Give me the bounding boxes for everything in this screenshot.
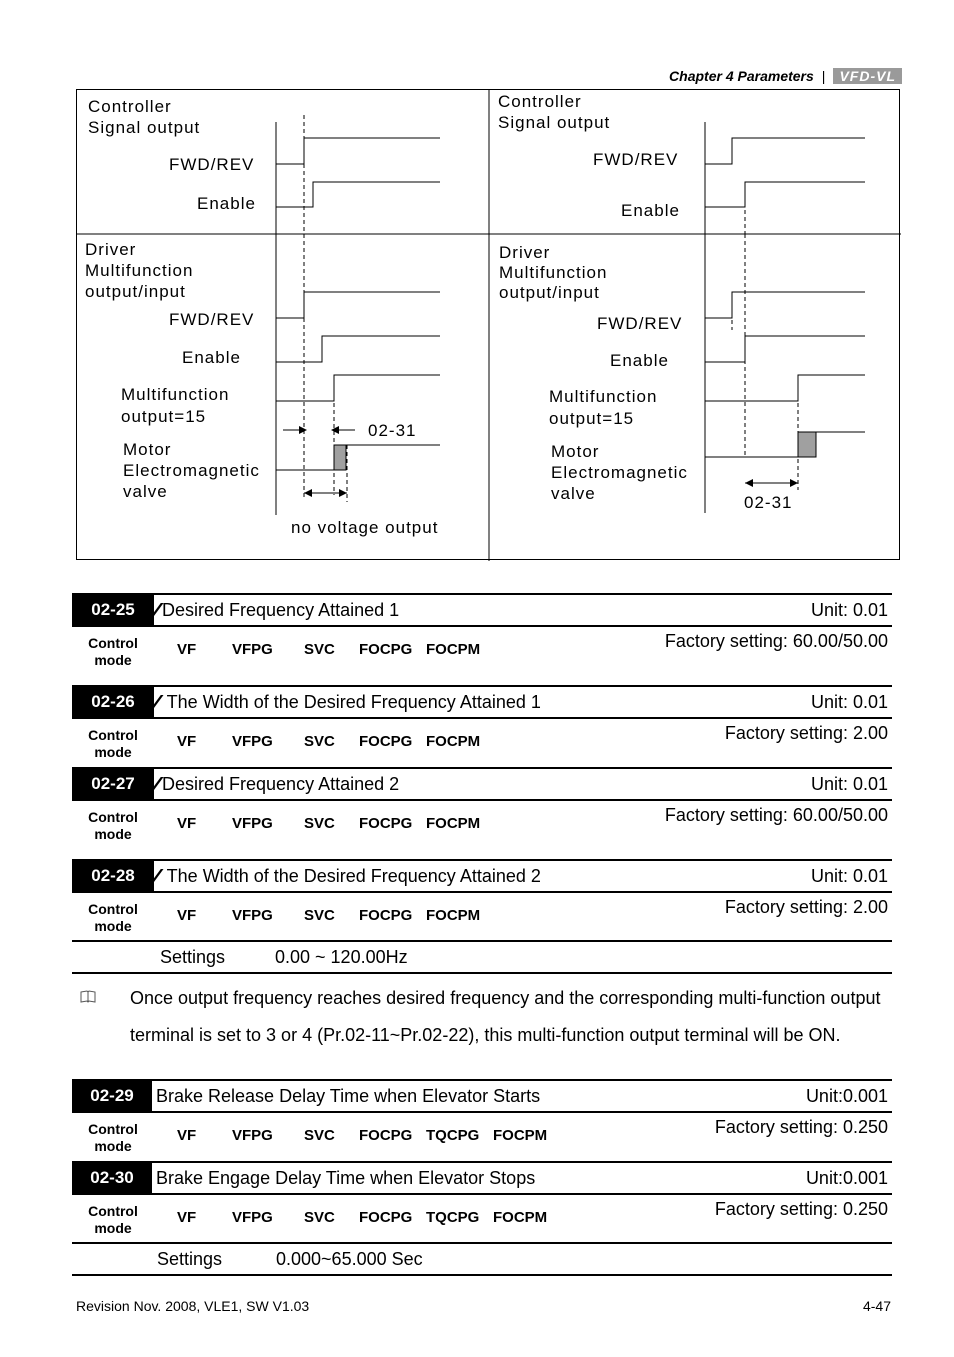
right-motor-label: Motor Electromagnetic valve: [551, 442, 688, 503]
control-mode-row: Control mode VF VFPG SVC FOCPG TQCPG FOCPM Factory setting: 0.250: [72, 1195, 892, 1239]
param-unit: Unit:0.001: [805, 1086, 888, 1106]
factory-setting: Factory setting: 2.00: [724, 723, 888, 743]
left-drv-motor-wave: [276, 445, 440, 470]
left-param-label: 02-31: [368, 421, 417, 440]
chapter-title: Chapter 4 Parameters: [669, 68, 814, 84]
left-ctrl-enable-label: Enable: [197, 194, 256, 213]
param-title: Brake Release Delay Time when Elevator Starts: [156, 1086, 541, 1106]
control-mode-label: Control mode: [88, 1203, 138, 1236]
param-row-02-28: [72, 859, 892, 893]
note-line-2: terminal is set to 3 or 4 (Pr.02-11~Pr.02-22), this multi-function output terminal will be ON.: [130, 1025, 841, 1045]
right-drv-mf-wave: [705, 375, 865, 401]
left-ctrl-title: Controller Signal output: [88, 97, 201, 137]
param-row-02-29: [72, 1079, 892, 1113]
param-title: The Width of the Desired Frequency Attained 1: [162, 692, 541, 712]
param-number: 02-29: [72, 1081, 152, 1111]
left-ctrl-fwd-wave: [276, 138, 440, 164]
right-drv-enable-wave: [705, 336, 865, 362]
timing-diagram: [76, 89, 900, 560]
right-motor-delay-block: [798, 432, 816, 457]
left-span-head-r: [339, 489, 347, 497]
param-title: Desired Frequency Attained 1: [162, 600, 400, 620]
control-mode-label: Control mode: [88, 635, 138, 668]
left-arrow-head-1: [299, 426, 307, 434]
left-ctrl-enable-wave: [276, 182, 440, 207]
param-number: 02-27: [72, 769, 154, 799]
control-mode-label: Control mode: [88, 1121, 138, 1154]
header-separator: |: [821, 68, 826, 84]
factory-setting: Factory setting: 2.00: [724, 897, 888, 917]
left-drv-mf-wave: [276, 375, 440, 401]
param-number: 02-26: [72, 687, 154, 717]
right-drv-enable-label: Enable: [610, 351, 669, 370]
param-unit: Unit:0.001: [805, 1168, 888, 1188]
settings-label: Settings: [160, 947, 226, 967]
right-span-head-l: [745, 479, 753, 487]
no-voltage-label: no voltage output: [291, 518, 439, 537]
left-drv-fwd-label: FWD/REV: [169, 310, 255, 329]
right-ctrl-enable-label: Enable: [621, 201, 680, 220]
param-row-02-26: [72, 685, 892, 719]
footer-revision: Revision Nov. 2008, VLE1, SW V1.03: [76, 1298, 310, 1314]
vfd-vl-logo: VFD-VL: [833, 68, 902, 84]
right-drv-fwd-label: FWD/REV: [597, 314, 683, 333]
control-mode-row: Control mode VF VFPG SVC FOCPG FOCPM Factory setting: 2.00: [72, 893, 892, 937]
left-drv-fwd-wave: [276, 292, 440, 318]
right-param-label: 02-31: [744, 493, 793, 512]
control-mode-label: Control mode: [88, 901, 138, 934]
left-motor-delay-block: [334, 445, 346, 470]
left-motor-label: Motor Electromagnetic valve: [123, 440, 260, 501]
factory-setting: Factory setting: 0.250: [714, 1199, 888, 1219]
param-title: The Width of the Desired Frequency Attained 2: [162, 866, 541, 886]
book-icon: [80, 990, 96, 1004]
param-row-02-30: [72, 1161, 892, 1195]
param-number: 02-28: [72, 861, 154, 891]
left-span-head-l: [304, 489, 312, 497]
param-row-02-27: [72, 767, 892, 801]
factory-setting: Factory setting: 60.00/50.00: [664, 805, 888, 825]
param-unit: Unit: 0.01: [810, 774, 888, 794]
settings-row: [72, 940, 892, 974]
param-title: Desired Frequency Attained 2: [162, 774, 400, 794]
right-ctrl-fwd-wave: [705, 138, 865, 164]
param-unit: Unit: 0.01: [810, 866, 888, 886]
left-drv-enable-label: Enable: [182, 348, 241, 367]
control-mode-row: Control mode VF VFPG SVC FOCPG TQCPG FOCPM Factory setting: 0.250: [72, 1113, 892, 1157]
param-title: Brake Engage Delay Time when Elevator Stops: [156, 1168, 536, 1188]
control-mode-row: Control mode VF VFPG SVC FOCPG FOCPM Factory setting: 60.00/50.00: [72, 627, 892, 671]
settings-row: [72, 1242, 892, 1276]
param-unit: Unit: 0.01: [810, 600, 888, 620]
note-line-1: Once output frequency reaches desired frequency and the corresponding multi-function output: [130, 988, 881, 1008]
param-unit: Unit: 0.01: [810, 692, 888, 712]
right-drv-motor-wave: [705, 432, 865, 457]
control-mode-row: Control mode VF VFPG SVC FOCPG FOCPM Factory setting: 2.00: [72, 719, 892, 763]
page-header: [669, 68, 902, 84]
right-drv-fwd-wave: [705, 292, 865, 318]
control-mode-row: Control mode VF VFPG SVC FOCPG FOCPM Factory setting: 60.00/50.00: [72, 801, 892, 845]
factory-setting: Factory setting: 0.250: [714, 1117, 888, 1137]
left-ctrl-fwd-label: FWD/REV: [169, 155, 255, 174]
param-row-02-25: [72, 593, 892, 627]
left-drv-title: Driver Multifunction output/input: [85, 240, 194, 301]
footer-page-number: 4-47: [862, 1298, 891, 1314]
right-drv-title: Driver Multifunction output/input: [499, 243, 608, 302]
left-drv-enable-wave: [276, 336, 440, 362]
factory-setting: Factory setting: 60.00/50.00: [664, 631, 888, 651]
right-ctrl-enable-wave: [705, 182, 865, 207]
left-mf-label: Multifunction output=15: [121, 385, 230, 426]
param-number: 02-25: [72, 595, 154, 625]
right-ctrl-title: Controller Signal output: [498, 92, 611, 132]
right-ctrl-fwd-label: FWD/REV: [593, 150, 679, 169]
settings-value: 0.00 ~ 120.00Hz: [275, 947, 408, 967]
control-mode-label: Control mode: [88, 809, 138, 842]
settings-value: 0.000~65.000 Sec: [276, 1249, 423, 1269]
right-mf-label: Multifunction output=15: [549, 387, 658, 428]
settings-label: Settings: [157, 1249, 223, 1269]
right-span-head-r: [790, 479, 798, 487]
control-mode-label: Control mode: [88, 727, 138, 760]
left-arrow-head-2: [331, 426, 339, 434]
param-number: 02-30: [72, 1163, 152, 1193]
